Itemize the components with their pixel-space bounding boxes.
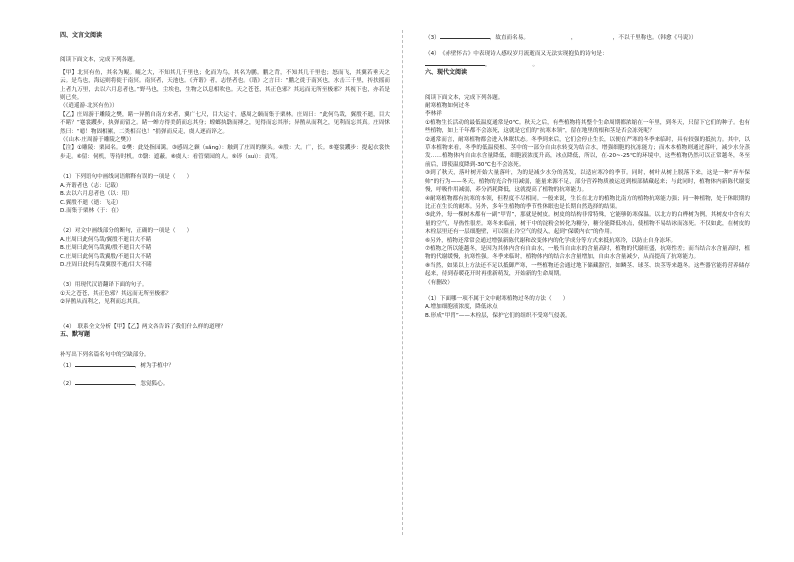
article-source: （有删改）: [425, 279, 453, 286]
paragraph-5: ⑤此外，每一棵树木都有一副“甲胄”，那就是树皮。树皮的结构非常特殊，它能够防寒保温。以北方的白桦树为例，其树皮中含有大量的空气，导热性很差。寒冬来临前，树干中的淀粉会转化为糖分，糖分能降低冰点，使植物不易结冰而冻死。不仅如此，在树皮的木栓层里还有一层细胞壁，可以阻止冷空气的侵入，起到“保暖内衣”的作用。: [425, 212, 750, 236]
fill-blank-3-number: （3）: [425, 35, 440, 41]
reading-question-1-option-a: A.增加细胞液浓度，降低冰点: [425, 304, 498, 311]
question-2-option-b: B.庄周曰此何鸟哉翼/殷不逝目大不睹: [60, 245, 152, 252]
passage-notes: 【注】①雕陵：栗园名。②樊：此处指园篱。③感周之颡（sǎng）：触到了庄周的额头。④殷：大。广，长。⑤蹇裳躩步：提起衣裳快步走。⑥留：伺机，等待时机。⑦翳：遮蔽。⑧虞人：看管栗园的人。⑨谇（suì）：责骂。: [60, 145, 390, 160]
question-2: （2）对文中画线部分的断句，正确的一项是（ ）: [60, 228, 193, 235]
paragraph-4: ④耐寒植物都有抗寒的本领，但程度不尽相同。一般来说，生长在北方的植物比南方的植物抗寒能力强；同一种植物，处于休眠期的比正在生长的耐寒。另外，多年生植物的季节性休眠也是长期自然选择的结果。: [425, 195, 750, 210]
article-title: 耐寒植物如何过冬: [425, 103, 470, 110]
reading-instruction: 阅读下面文本，完成下列各题。: [60, 57, 139, 64]
fill-blank-4-line: [425, 59, 750, 69]
question-2-option-d: D.庄周曰此何鸟哉翼殷不逝/目大不睹: [60, 261, 152, 268]
question-3-sentence-2: ②异鹊从而利之，见利而忘其真。: [60, 299, 144, 306]
question-1-option-b: B.去以六月息者也（以：用）: [60, 191, 133, 198]
right-column: [425, 32, 750, 320]
section-6-title: 六、现代文阅读: [425, 69, 468, 77]
article-author: 李林祥: [425, 111, 442, 118]
paragraph-1: ①植物生长活动的最低温度通常是0℃。秋天之后，有些植物将其整个生命周期都浓缩在一年里，到冬天，只留下它们的种子。也有些植物，如上千年都不会冻死，这就是它们的“抗寒本领”，留在地里的根和茎是否会冻死呢？: [425, 119, 750, 135]
question-1: （1）下列语句中画线词语解释有误的一项是（ ）: [60, 174, 193, 181]
question-1-option-a: A.齐谐者也（志：记载）: [60, 182, 122, 189]
fill-blank-1-text: ，树为手植中？: [134, 362, 174, 369]
fill-blank-1-input[interactable]: [75, 360, 135, 367]
passage-yi-source: （《山木·庄周游于雕陵之樊》）: [60, 137, 135, 144]
question-3: （3）用现代汉语翻译下面的句子。: [60, 282, 148, 289]
question-3-sentence-1: ①天之苍苍，其正色邪？其远而无所至极邪？: [60, 290, 172, 297]
section-4-title: 四、文言文阅读: [60, 32, 103, 39]
paragraph-7: ⑦植物之所以能越冬，是因为其体内含有自由水，一般当自由水的含量高时，植物的代谢旺盛，抗寒性差；而当结合水含量高时，植物的代谢缓慢，抗寒性强。冬季来临时，植物体内的结合水含量增加，自由水含量减少，从而提高了抗寒能力。: [425, 245, 750, 261]
passage-yi: 【乙】庄周游于雕陵之樊，睹一异鹊自南方来者，翼广七尺，目大运寸，感周之颡而集于栗林。庄周曰：“此何鸟哉，翼殷不逝，目大不睹？”蹇裳躩步，执弹而留之。睹一蝉方得美荫而忘其身；螳螂执翳而搏之，见得而忘其形；异鹊从而利之，见利而忘其真。庄周怵然曰：“噫！物固相累，二类相召也！”捐弹而反走，虞人逐而谇之。: [60, 111, 390, 135]
fill-blank-2: [60, 378, 390, 388]
question-2-option-a: A.庄周曰此何鸟哉/翼殷不逝目大不睹: [60, 236, 152, 243]
passage-jia: 【甲】北冥有鱼，其名为鲲。鲲之大，不知其几千里也；化而为鸟，其名为鹏。鹏之背，不知其几千里也；怒而飞，其翼若垂天之云。是鸟也，海运则将徙于南冥。南冥者，天池也。《齐谐》者，志怪者也。《谐》之言曰：“鹏之徙于南冥也，水击三千里，抟扶摇而上者九万里，去以六月息者也。”野马也，尘埃也，生物之以息相吹也。天之苍苍，其正色邪？其远而无所至极邪？其视下也，亦若是则已矣。: [60, 69, 390, 102]
section-5-instruction: 补写出下列名篇名句中的空缺部分。: [60, 352, 150, 359]
section-5-title: 五、默写题: [60, 330, 91, 338]
fill-blank-3-input[interactable]: [440, 32, 490, 39]
fill-blank-1: [60, 360, 390, 370]
fill-blank-2-text: ，忽觉狐心。: [134, 381, 169, 388]
fill-blank-3: [425, 32, 750, 42]
paragraph-8: ⑧当然，如果以上方法还不足以抵御严寒，一些植物还会通过地下储藏器官，如鳞茎、球茎、块茎等来越冬。这些器官能将营养储存起来，待到春暖花开时再重新萌发，开始新的生命周期。: [425, 262, 750, 278]
fill-blank-3-text: ，故直而名易。 ， ，不以千里称也。（韩愈《马说》）: [489, 35, 697, 41]
reading-question-1-option-b: B.形成“甲胄”——木栓层，保护它们的组织不受寒气侵袭。: [425, 312, 571, 319]
fill-blank-2-number: （2）: [60, 381, 75, 388]
passage-jia-source: （《逍遥游·北冥有鱼》）: [60, 103, 118, 110]
fill-blank-2-input[interactable]: [75, 378, 135, 385]
question-2-option-c: C.庄周曰此何鸟哉翼殷/不逝目大不睹: [60, 253, 152, 260]
column-divider: [402, 30, 403, 535]
paragraph-3: ③到了秋天，落叶树开始大量落叶，为的是减少水分的蒸发，以适应寒冷的季节。同时，树叶从树上脱落下来，这是一种“弃车保帅”的行为——冬天，植物的光合作用减弱，能量来源不足，部分营养物质被运送到根部储藏起来；与此同时，植物体内新陈代谢变慢，呼吸作用减弱，养分消耗降低，这就提高了植物的抗寒能力。: [425, 170, 750, 194]
paragraph-2: ②通常而言，耐寒植物都会进入休眠状态。冬季到来后，它们会停止生长，以便在严寒的冬季来临时，具有较强的抵抗力。其中，以草本植物来看，冬季的低温使根、茎中的一部分自由水转变为结合水，增强细胞的抗冻能力；而木本植物则通过落叶，减少水分蒸发……植物体内自由水含量降低，细胞液浓度升高，冰点降低，所以，在-20~-25℃的环境中，这些植物仍然可以正常越冬，冬至前后，即使温度降到-30℃也不会冻死。: [425, 136, 750, 168]
question-1-option-d: D.而集于栗林（于：在）: [60, 207, 123, 214]
question-1-option-c: C.翼殷不逝（逝：飞走）: [60, 199, 122, 206]
question-4: （4） 联系全文分析【甲】【乙】两文各告诉了我们什么样的道理？: [60, 323, 226, 330]
fill-blank-1-number: （1）: [60, 362, 75, 369]
reading-instruction-2: 阅读下面文本，完成下列各题。: [425, 94, 504, 101]
paragraph-6: ⑥另外，植物还常常会通过增强新陈代谢和改变体内的化学成分等方式来抵抗寒冷，以防止自身冻坏。: [425, 237, 677, 244]
fill-blank-4: （4） 《赤壁怀古》中表现诗人感叹岁月流逝而又无法实现抱负的诗句是：: [425, 51, 608, 58]
reading-question-1: （1）下面哪一项不属于文中耐寒植物过冬的方法（ ）: [425, 295, 569, 302]
fill-blank-4-end: ， 。: [485, 61, 539, 68]
fill-blank-4-input[interactable]: [425, 59, 485, 66]
left-column: [60, 32, 390, 389]
